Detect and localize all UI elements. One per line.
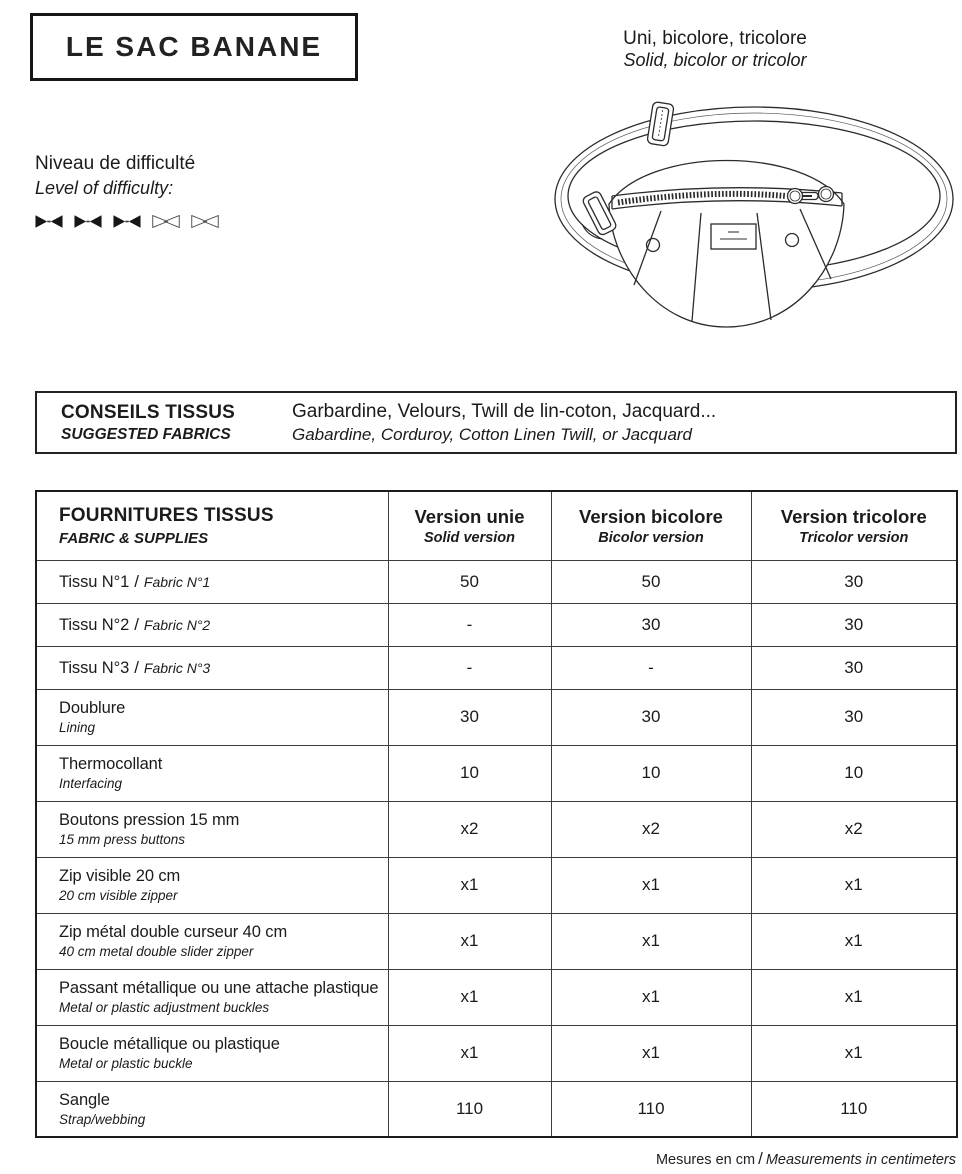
column-header-fr: Version unie	[414, 505, 525, 527]
supply-label	[36, 857, 388, 913]
supply-row	[36, 913, 957, 969]
supplies-table-body	[36, 560, 957, 1137]
supply-label-separator: /	[134, 657, 139, 677]
supply-value: 30	[551, 603, 751, 646]
supply-value: 10	[551, 745, 751, 801]
supply-label	[36, 969, 388, 1025]
supply-label-en: Interfacing	[59, 776, 123, 791]
bowtie-filled-icon	[74, 214, 102, 229]
difficulty-label-fr: Niveau de difficulté	[35, 153, 196, 174]
supply-value: 30	[388, 689, 551, 745]
supplies-table-title-fr: FOURNITURES TISSUS	[59, 504, 274, 526]
supply-value: x1	[551, 969, 751, 1025]
supply-label-en: 20 cm visible zipper	[59, 888, 178, 903]
suggested-fabrics-list-fr: Garbardine, Velours, Twill de lin-coton, Jacquard...	[292, 401, 717, 422]
supply-label-en: 40 cm metal double slider zipper	[59, 944, 254, 959]
supply-label-fr: Tissu N°3	[59, 658, 130, 677]
supply-value: x1	[751, 1025, 957, 1081]
bowtie-filled-icon	[35, 214, 63, 229]
supplies-table-header-row	[36, 491, 957, 560]
title-box	[30, 13, 358, 81]
bowtie-outline-icon	[191, 214, 219, 229]
supply-row	[36, 689, 957, 745]
column-header-tricolor	[751, 491, 957, 560]
supply-row	[36, 857, 957, 913]
difficulty-icons	[35, 214, 219, 229]
supply-value: x1	[388, 857, 551, 913]
fanny-pack-drawing-icon	[548, 96, 962, 338]
supply-value: x2	[551, 801, 751, 857]
supply-value: 110	[751, 1081, 957, 1137]
column-header-bicolor	[551, 491, 751, 560]
column-header-en: Tricolor version	[799, 529, 909, 546]
supply-label	[36, 560, 388, 603]
suggested-fabrics-list	[289, 400, 716, 445]
supply-label	[36, 646, 388, 689]
column-header-solid	[388, 491, 551, 560]
suggested-fabrics-heading-fr: CONSEILS TISSUS	[61, 401, 236, 423]
supply-label-en: Fabric N°2	[143, 616, 211, 633]
supply-label-en: Lining	[59, 720, 96, 735]
supply-value: -	[388, 646, 551, 689]
supply-label-fr: Boucle métallique ou plastique	[59, 1035, 280, 1053]
supply-label-en: Metal or plastic adjustment buckles	[59, 1000, 270, 1015]
supply-value: 110	[388, 1081, 551, 1137]
supply-label-fr: Zip métal double curseur 40 cm	[59, 923, 288, 941]
supply-value: 10	[751, 745, 957, 801]
suggested-fabrics-box	[35, 391, 957, 454]
supply-row	[36, 1025, 957, 1081]
supply-label-fr: Doublure	[59, 699, 126, 717]
supply-value: 10	[388, 745, 551, 801]
supply-row	[36, 745, 957, 801]
supply-value: 30	[751, 689, 957, 745]
fanny-pack-illustration	[548, 96, 962, 338]
supply-value: x1	[388, 969, 551, 1025]
supply-row	[36, 560, 957, 603]
page-title: LE SAC BANANE	[65, 31, 323, 62]
supply-value: 110	[551, 1081, 751, 1137]
supply-label-en: Strap/webbing	[59, 1111, 146, 1127]
supply-value: x2	[751, 801, 957, 857]
supply-value: 50	[551, 560, 751, 603]
supply-value: x1	[551, 913, 751, 969]
supply-label-fr: Tissu N°1	[59, 572, 130, 591]
variant-subtitle-fr: Uni, bicolore, tricolore	[623, 28, 807, 49]
supply-label	[36, 1025, 388, 1081]
suggested-fabrics-heading-en: SUGGESTED FABRICS	[61, 425, 231, 443]
supply-row	[36, 969, 957, 1025]
supply-label	[36, 1081, 388, 1137]
supply-label-separator: /	[134, 614, 139, 634]
supply-value: x1	[751, 969, 957, 1025]
supply-value: x1	[751, 857, 957, 913]
supply-value: -	[551, 646, 751, 689]
supply-label-fr: Sangle	[59, 1090, 110, 1109]
column-header-en: Bicolor version	[598, 529, 704, 546]
supply-label-separator: /	[134, 571, 139, 591]
bowtie-outline-icon	[152, 214, 180, 229]
supply-row	[36, 646, 957, 689]
supplies-table	[35, 490, 958, 1138]
variant-subtitle	[540, 27, 890, 72]
supply-label-en: 15 mm press buttons	[59, 832, 186, 847]
supply-row	[36, 603, 957, 646]
units-note-fr: Mesures en cm	[655, 1152, 756, 1168]
supply-value: x1	[388, 913, 551, 969]
supplies-table-title	[36, 491, 388, 560]
supply-row	[36, 1081, 957, 1137]
column-header-en: Solid version	[423, 529, 516, 546]
supply-label-en: Fabric N°3	[143, 659, 211, 676]
supply-value: x1	[388, 1025, 551, 1081]
supply-value: 50	[388, 560, 551, 603]
supply-value: x2	[388, 801, 551, 857]
supply-label	[36, 913, 388, 969]
supply-value: 30	[751, 646, 957, 689]
supplies-table-title-en: FABRIC & SUPPLIES	[59, 529, 209, 547]
supply-label-fr: Boutons pression 15 mm	[59, 811, 240, 829]
column-header-fr: Version bicolore	[579, 505, 723, 527]
supply-label	[36, 745, 388, 801]
difficulty-section	[35, 153, 219, 229]
supply-value: x1	[551, 1025, 751, 1081]
bowtie-filled-icon	[113, 214, 141, 229]
supply-label	[36, 689, 388, 745]
difficulty-label-en: Level of difficulty:	[35, 178, 174, 198]
supply-value: x1	[751, 913, 957, 969]
suggested-fabrics-heading	[37, 402, 289, 444]
column-header-fr: Version tricolore	[780, 505, 927, 527]
supply-value: -	[388, 603, 551, 646]
supply-label-fr: Tissu N°2	[59, 615, 130, 634]
suggested-fabrics-list-en: Gabardine, Corduroy, Cotton Linen Twill, or Jacquard	[292, 424, 693, 444]
units-note-en: Measurements in centimeters	[765, 1152, 956, 1168]
units-note	[656, 1149, 956, 1169]
supply-value: 30	[551, 689, 751, 745]
supply-row	[36, 801, 957, 857]
supply-value: 30	[751, 603, 957, 646]
supply-label-en: Fabric N°1	[143, 573, 211, 590]
supply-label	[36, 603, 388, 646]
supply-label-en: Metal or plastic buckle	[59, 1056, 193, 1071]
variant-subtitle-en: Solid, bicolor or tricolor	[623, 50, 807, 71]
supply-label	[36, 801, 388, 857]
supply-label-fr: Thermocollant	[59, 755, 163, 773]
units-note-separator: /	[758, 1149, 763, 1168]
supply-value: x1	[551, 857, 751, 913]
supply-value: 30	[751, 560, 957, 603]
supply-label-fr: Passant métallique ou une attache plastique	[59, 979, 379, 997]
supply-label-fr: Zip visible 20 cm	[59, 867, 181, 885]
